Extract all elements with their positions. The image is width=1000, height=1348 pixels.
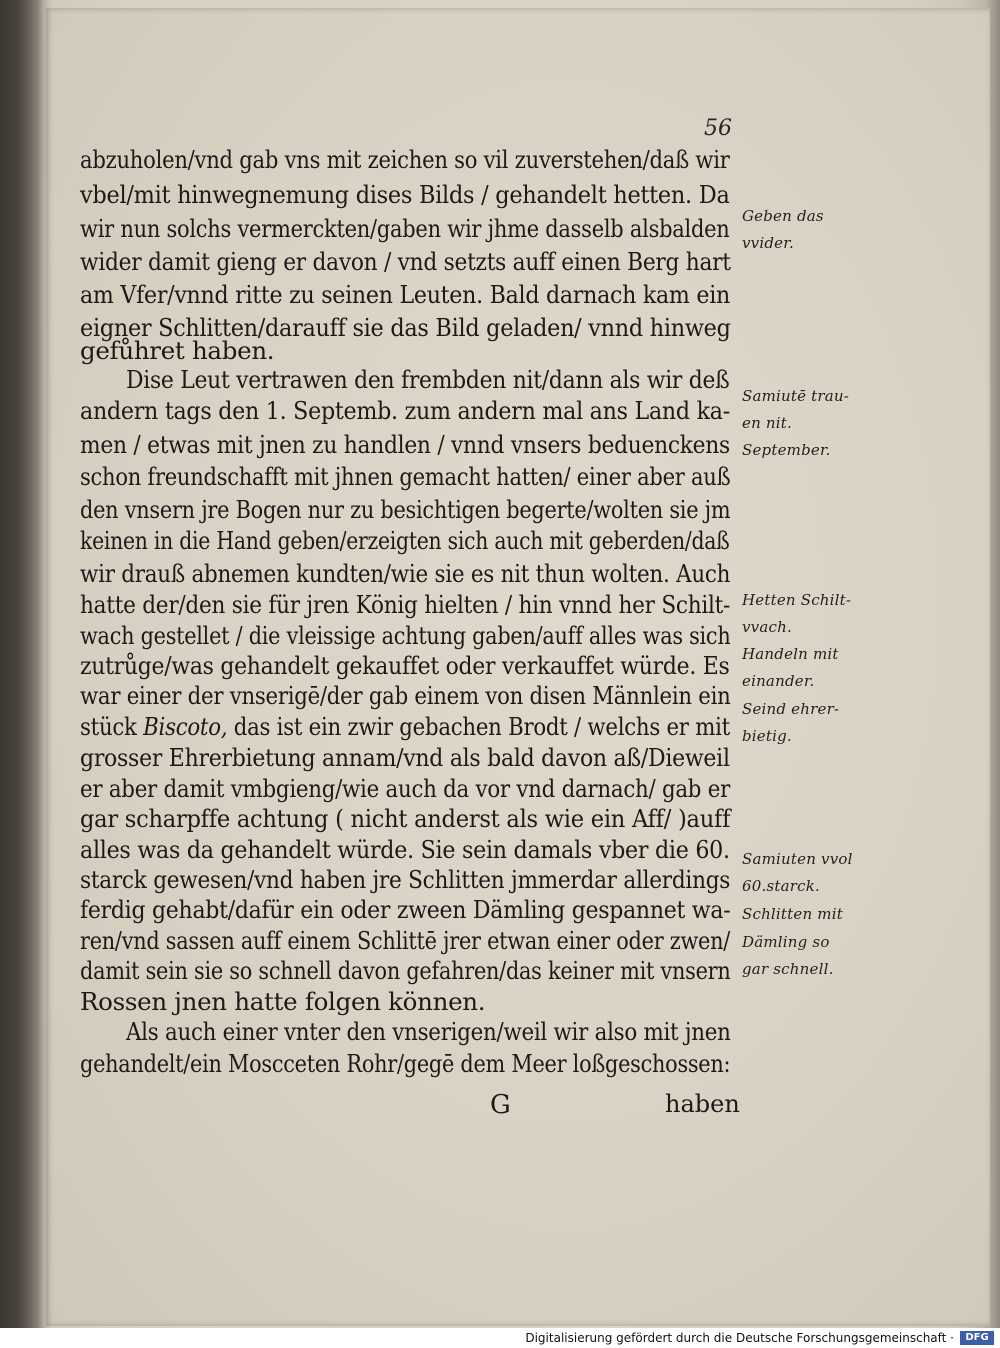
text-line: er aber damit vmbgieng/wie auch da vor vnd darnach/ gab er: [80, 774, 731, 803]
dfg-logo: DFG: [960, 1331, 994, 1345]
text-line: grosser Ehrerbietung annam/vnd als bald davon aß/Dieweil: [80, 743, 730, 772]
text-line: abzuholen/vnd gab vns mit zeichen so vil zuverstehen/daß wir: [80, 145, 730, 174]
text-line: war einer der vnserigē/der gab einem von disen Männlein ein: [80, 681, 731, 710]
text-line: den vnsern jre Bogen nur zu besichtigen begerte/wolten sie jm: [80, 495, 731, 524]
catchword-line: [80, 1090, 740, 1120]
text-line: starck gewesen/vnd haben jre Schlitten jmmerdar allerdings: [80, 865, 731, 894]
text-line: gehandelt/ein Moscceten Rohr/gegē dem Meer loßgeschossen:: [80, 1049, 731, 1078]
margin-note: September.: [742, 441, 831, 459]
margin-note: Seind ehrer-: [742, 700, 840, 718]
text-line: wir drauß abnemen kundten/wie sie es nit thun wolten. Auch: [80, 559, 731, 588]
page-number: 56: [704, 116, 732, 141]
footer-bar: [0, 1328, 1000, 1348]
text-line: alles was da gehandelt würde. Sie sein damals vber die 60.: [80, 835, 730, 864]
text-line: schon freundschafft mit jhnen gemacht hatten/ einer aber auß: [80, 462, 731, 491]
margin-note: Hetten Schilt-: [742, 591, 852, 609]
margin-note: Samiuten vvol: [742, 850, 853, 868]
text-line: zutrůge/was gehandelt gekauffet oder verkauffet würde. Es: [80, 651, 730, 680]
text-line: eigner Schlitten/darauff sie das Bild geladen/ vnnd hinweg: [80, 313, 731, 342]
text-line: vbel/mit hinwegnemung dises Bilds / gehandelt hetten. Da: [80, 180, 730, 209]
margin-note: vvach.: [742, 618, 792, 636]
paragraph-start-line: Als auch einer vnter den vnserigen/weil wir also mit jnen: [126, 1017, 731, 1046]
text-line: hatte der/den sie für jren König hielten / hin vnnd her Schilt-: [80, 590, 731, 619]
margin-note: Schlitten mit: [742, 905, 843, 923]
margin-note: Geben das: [742, 207, 824, 225]
margin-note: vvider.: [742, 234, 794, 252]
text-line: gefůhret haben.: [80, 336, 275, 365]
italic-word: Biscoto,: [143, 712, 228, 741]
text-line: ferdig gehabt/dafür ein oder zween Dämling gespannet wa-: [80, 895, 731, 924]
margin-note: Dämling so: [742, 933, 830, 951]
text-line: andern tags den 1. Septemb. zum andern mal ans Land ka-: [80, 396, 730, 425]
text-line: wach gestellet / die vleissige achtung gaben/auff alles was sich: [80, 621, 731, 650]
margin-note: Samiutē trau-: [742, 387, 850, 405]
text-line: men / etwas mit jnen zu handlen / vnnd vnsers beduenckens: [80, 430, 730, 459]
text-line: damit sein sie so schnell davon gefahren/das keiner mit vnsern: [80, 956, 731, 985]
funding-credit: Digitalisierung gefördert durch die Deutsche Forschungsgemeinschaft ·: [525, 1331, 954, 1345]
text-line: stück Biscoto, das ist ein zwir gebachen Brodt / welchs er mit: [80, 712, 730, 741]
margin-note: bietig.: [742, 727, 792, 745]
signature-mark: G: [490, 1090, 511, 1120]
text-line: Rossen jnen hatte folgen können.: [80, 987, 486, 1016]
margin-note: en nit.: [742, 414, 792, 432]
text-line: ren/vnd sassen auff einem Schlittē jrer etwan einer oder zwen/: [80, 926, 731, 955]
text-line: keinen in die Hand geben/erzeigten sich auch mit geberden/daß: [80, 526, 730, 555]
text-line: wir nun solchs vermerckten/gaben wir jhme dasselb alsbalden: [80, 214, 730, 243]
margin-note: einander.: [742, 672, 815, 690]
margin-note: gar schnell.: [742, 960, 834, 978]
margin-note: Handeln mit: [742, 645, 839, 663]
margin-note: 60.starck.: [742, 877, 820, 895]
paragraph-start-line: Dise Leut vertrawen den frembden nit/dann als wir deß: [126, 365, 730, 394]
text-line: am Vfer/vnnd ritte zu seinen Leuten. Bald darnach kam ein: [80, 280, 730, 309]
text-line: wider damit gieng er davon / vnd setzts auff einen Berg hart: [80, 247, 731, 276]
catchword: haben: [665, 1090, 740, 1118]
text-line: gar scharpffe achtung ( nicht anderst als wie ein Aff/ )auff: [80, 804, 731, 833]
